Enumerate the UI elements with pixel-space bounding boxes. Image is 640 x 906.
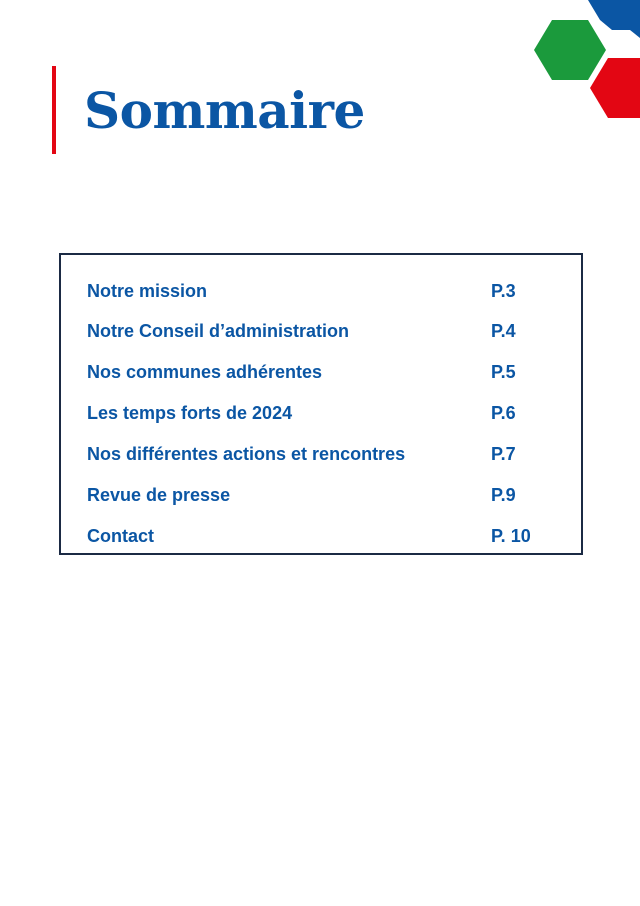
- toc-item-temps-forts[interactable]: [61, 398, 581, 428]
- toc-item-label: Nos communes adhérentes: [87, 362, 323, 382]
- toc-item-label: Les temps forts de 2024: [87, 403, 293, 423]
- toc-item-label: Nos différentes actions et rencontres: [87, 444, 406, 464]
- page-title: Sommaire: [84, 81, 365, 140]
- toc-item-label: Notre mission: [87, 281, 208, 301]
- toc-item-page: P.5: [491, 362, 516, 382]
- toc-item-page: P.3: [491, 281, 516, 301]
- toc-item-actions-rencontres[interactable]: [61, 439, 581, 469]
- toc-item-conseil-administration[interactable]: [61, 316, 581, 346]
- toc-item-communes-adherentes[interactable]: [61, 357, 581, 387]
- toc-item-notre-mission[interactable]: [61, 276, 581, 306]
- toc-item-contact[interactable]: [61, 521, 581, 551]
- table-of-contents-box: [59, 253, 583, 555]
- toc-item-page: P.9: [491, 485, 516, 505]
- toc-item-label: Revue de presse: [87, 485, 231, 505]
- toc-item-label: Notre Conseil d’administration: [87, 321, 350, 341]
- toc-item-page: P. 10: [491, 526, 531, 546]
- red-hexagon-shape: [590, 58, 640, 118]
- toc-item-revue-de-presse[interactable]: [61, 480, 581, 510]
- toc-item-page: P.7: [491, 444, 516, 464]
- green-hexagon-shape: [534, 20, 606, 80]
- toc-item-page: P.6: [491, 403, 516, 423]
- toc-item-label: Contact: [87, 526, 154, 546]
- title-accent-bar: [52, 66, 56, 154]
- toc-item-page: P.4: [491, 321, 516, 341]
- blue-hexagon-shape: [588, 0, 640, 38]
- hexagon-logo-decoration: [528, 0, 640, 124]
